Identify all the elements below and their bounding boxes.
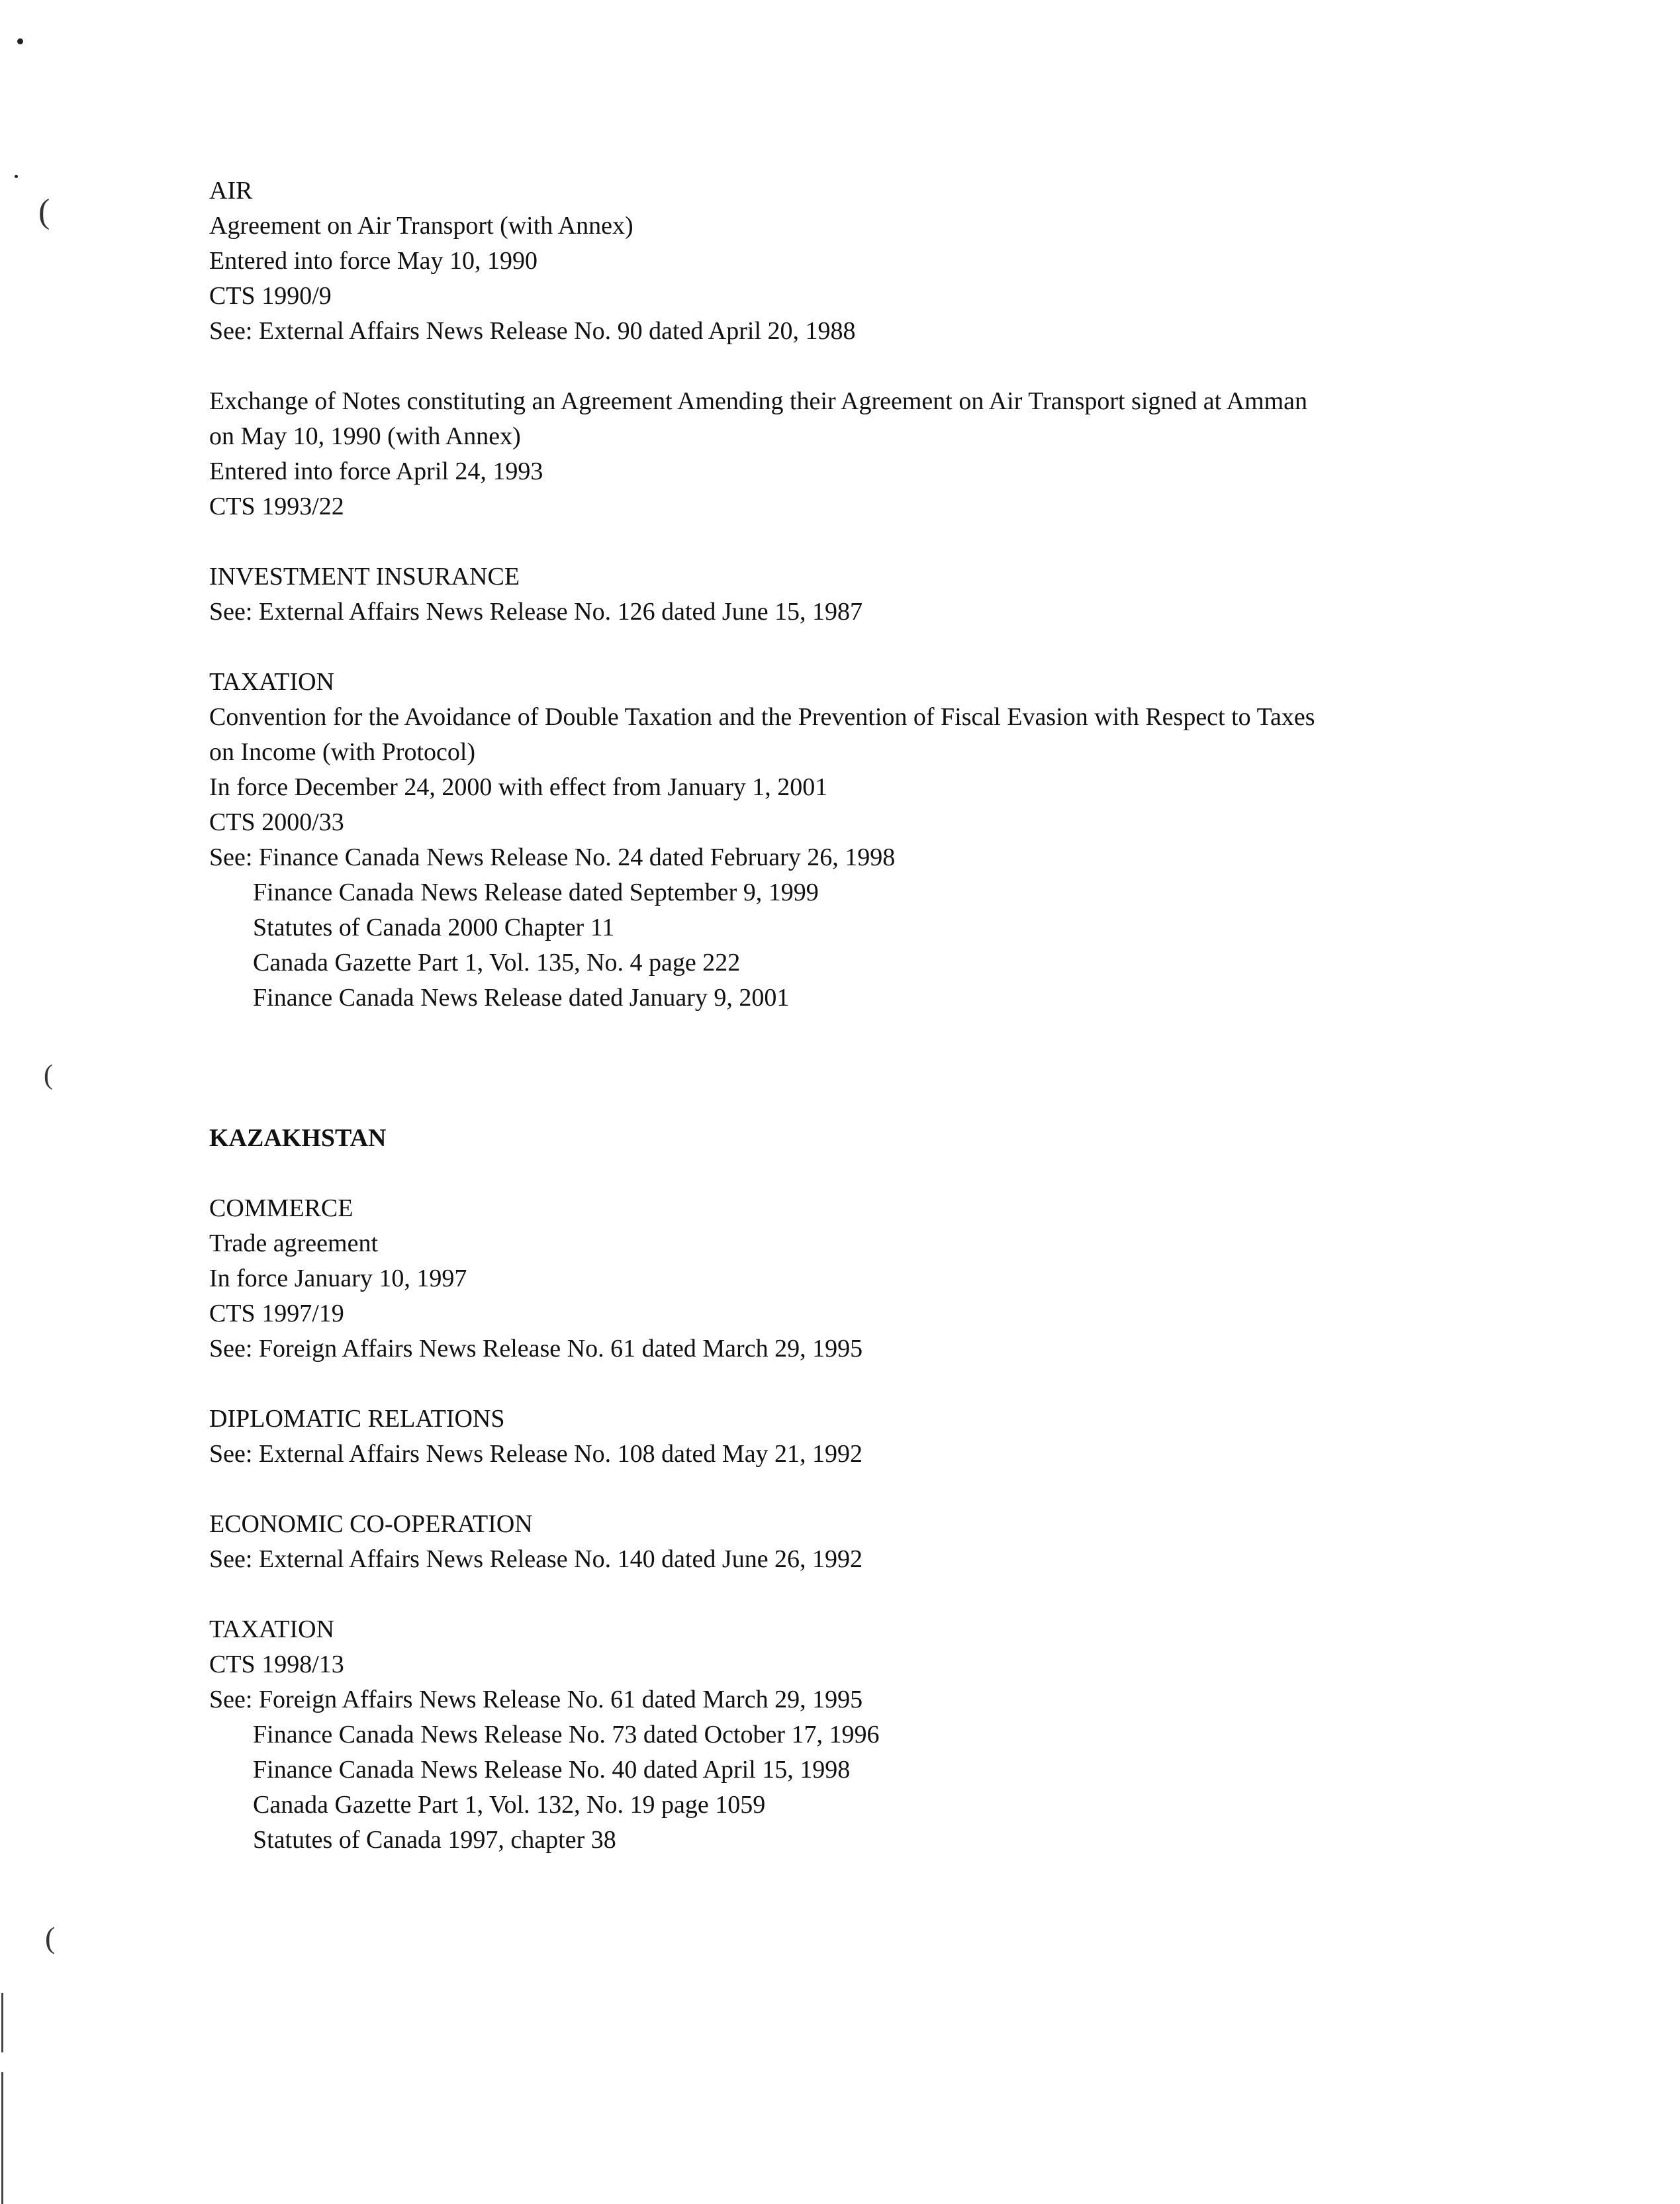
section-heading: INVESTMENT INSURANCE <box>209 563 520 591</box>
spacer <box>209 524 1533 559</box>
see-reference: See: Foreign Affairs News Release No. 61 dated March 29, 1995 <box>209 1686 863 1713</box>
section-air-amendment <box>209 384 1533 524</box>
see-reference-indented: Finance Canada News Release No. 40 dated April 15, 1998 <box>253 1756 851 1784</box>
convention-title-cont: on Income (with Protocol) <box>209 738 476 766</box>
scan-speck <box>17 38 23 44</box>
cts-reference: CTS 1990/9 <box>209 282 332 310</box>
entry-into-force: Entered into force May 10, 1990 <box>209 247 537 275</box>
see-reference-indented: Finance Canada News Release dated September 9, 1999 <box>253 879 819 906</box>
section-heading: TAXATION <box>209 668 335 696</box>
section-heading: TAXATION <box>209 1615 335 1643</box>
agreement-title: Exchange of Notes constituting an Agreement Amending their Agreement on Air Transport signed at Amman <box>209 387 1308 415</box>
cts-reference: CTS 1997/19 <box>209 1300 344 1327</box>
spacer <box>209 1156 1533 1191</box>
entry-into-force: Entered into force April 24, 1993 <box>209 457 543 485</box>
agreement-title-cont: on May 10, 1990 (with Annex) <box>209 422 521 450</box>
scan-mark: ( <box>38 193 50 230</box>
cts-reference: CTS 1998/13 <box>209 1651 344 1678</box>
see-reference-indented: Finance Canada News Release dated January 9, 2001 <box>253 984 790 1012</box>
see-reference-indented: Finance Canada News Release No. 73 dated October 17, 1996 <box>253 1721 880 1749</box>
cts-reference: CTS 1993/22 <box>209 493 344 520</box>
agreement-title: Agreement on Air Transport (with Annex) <box>209 212 633 240</box>
section-commerce <box>209 1191 1533 1366</box>
spacer <box>209 349 1533 384</box>
section-taxation <box>209 665 1533 1016</box>
see-reference-indented: Canada Gazette Part 1, Vol. 132, No. 19 page 1059 <box>253 1791 766 1819</box>
see-reference: See: Foreign Affairs News Release No. 61 dated March 29, 1995 <box>209 1335 863 1363</box>
see-reference: See: External Affairs News Release No. 140 dated June 26, 1992 <box>209 1545 863 1573</box>
spacer <box>209 1366 1533 1402</box>
cts-reference: CTS 2000/33 <box>209 808 344 836</box>
scan-speck <box>15 175 18 178</box>
spacer <box>209 1472 1533 1507</box>
see-reference: See: External Affairs News Release No. 90 dated April 20, 1988 <box>209 317 856 345</box>
see-reference-indented: Statutes of Canada 1997, chapter 38 <box>253 1826 616 1854</box>
spacer <box>209 1577 1533 1612</box>
scan-mark: ( <box>45 1921 56 1954</box>
section-heading: ECONOMIC CO-OPERATION <box>209 1510 533 1538</box>
entry-into-force: In force January 10, 1997 <box>209 1265 467 1292</box>
scan-mark: ( <box>44 1060 53 1090</box>
section-heading: AIR <box>209 177 253 205</box>
see-reference: See: External Affairs News Release No. 108 dated May 21, 1992 <box>209 1440 863 1468</box>
agreement-title: Trade agreement <box>209 1229 378 1257</box>
section-heading: DIPLOMATIC RELATIONS <box>209 1405 505 1433</box>
see-reference: See: Finance Canada News Release No. 24 dated February 26, 1998 <box>209 843 896 871</box>
scan-edge-line <box>1 1993 3 2052</box>
convention-title: Convention for the Avoidance of Double Taxation and the Prevention of Fiscal Evasion with Respect to Taxes <box>209 703 1315 731</box>
section-economic-cooperation <box>209 1507 1533 1577</box>
country-heading: KAZAKHSTAN <box>209 1124 387 1152</box>
section-diplomatic-relations <box>209 1402 1533 1472</box>
document-body <box>209 173 1533 1858</box>
section-heading: COMMERCE <box>209 1194 353 1222</box>
section-kazakhstan-taxation <box>209 1612 1533 1858</box>
spacer <box>209 630 1533 665</box>
section-investment-insurance <box>209 559 1533 630</box>
see-reference-indented: Canada Gazette Part 1, Vol. 135, No. 4 page 222 <box>253 949 741 977</box>
scan-edge-line <box>1 2072 3 2204</box>
section-air <box>209 173 1533 349</box>
see-reference-indented: Statutes of Canada 2000 Chapter 11 <box>253 914 615 941</box>
spacer <box>209 1016 1533 1121</box>
entry-into-force: In force December 24, 2000 with effect from January 1, 2001 <box>209 773 828 801</box>
see-reference: See: External Affairs News Release No. 126 dated June 15, 1987 <box>209 598 863 626</box>
